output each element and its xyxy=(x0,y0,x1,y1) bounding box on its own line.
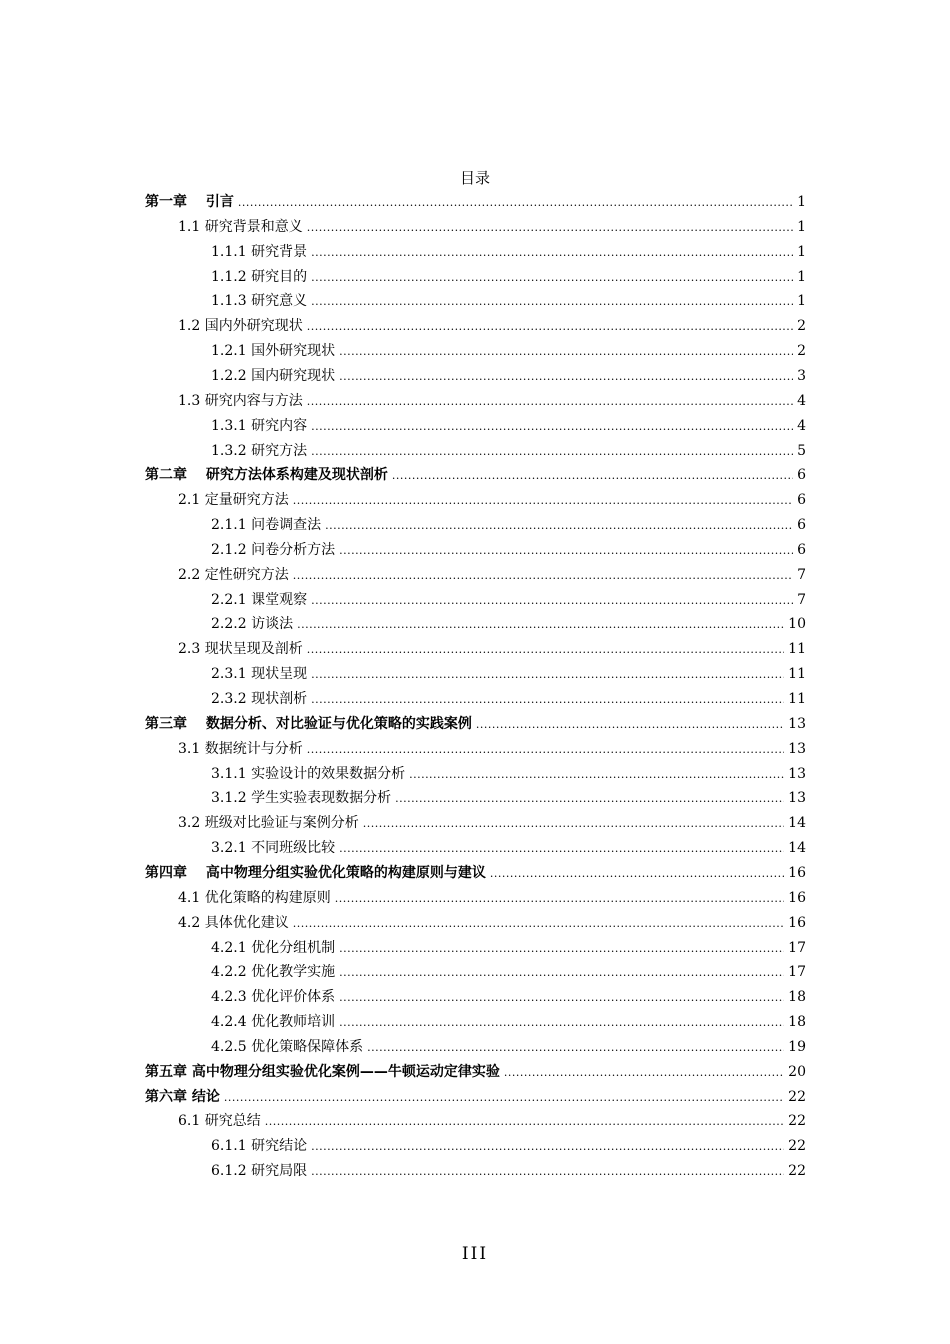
toc-entry-page: 17 xyxy=(788,939,806,956)
toc-entry-label: 3.2.1 不同班级比较 xyxy=(211,840,336,857)
toc-chapter-entry[interactable] xyxy=(145,1060,806,1084)
toc-leader-dots xyxy=(311,687,784,712)
toc-entry-label: 3.1 数据统计与分析 xyxy=(178,740,303,757)
toc-entry-page: 11 xyxy=(788,641,806,658)
toc-entry-page: 13 xyxy=(788,790,806,807)
toc-entry-page: 1 xyxy=(797,293,806,310)
toc-leader-dots xyxy=(307,389,793,414)
toc-leader-dots xyxy=(307,637,784,662)
toc-leader-dots xyxy=(238,190,793,215)
toc-leader-dots xyxy=(476,712,784,737)
toc-entry-page: 19 xyxy=(788,1038,806,1055)
toc-entry[interactable] xyxy=(211,588,806,612)
toc-leader-dots xyxy=(311,1134,784,1159)
toc-chapter-entry[interactable] xyxy=(145,1085,806,1109)
toc-entry-page: 18 xyxy=(788,1014,806,1031)
toc-entry[interactable] xyxy=(178,563,806,587)
toc-entry[interactable] xyxy=(211,662,806,686)
toc-entry-label: 4.2.3 优化评价体系 xyxy=(211,989,336,1006)
toc-entry[interactable] xyxy=(211,538,806,562)
toc-leader-dots xyxy=(339,985,784,1010)
toc-entry-page: 6 xyxy=(797,467,806,484)
toc-entry[interactable] xyxy=(178,215,806,239)
toc-entry-label: 2.3 现状呈现及剖析 xyxy=(178,641,303,658)
toc-entry[interactable] xyxy=(178,911,806,935)
toc-entry[interactable] xyxy=(211,265,806,289)
toc-entry-label: 4.2.2 优化教学实施 xyxy=(211,964,336,981)
toc-entry[interactable] xyxy=(211,1134,806,1158)
toc-entry-label: 2.2.2 访谈法 xyxy=(211,616,294,633)
toc-entry-label: 1.1.1 研究背景 xyxy=(211,243,308,260)
toc-entry-page: 1 xyxy=(797,218,806,235)
toc-entry-page: 22 xyxy=(788,1163,806,1180)
toc-leader-dots xyxy=(504,1060,784,1085)
toc-entry[interactable] xyxy=(211,836,806,860)
toc-entry-label: 6.1.2 研究局限 xyxy=(211,1163,308,1180)
toc-entry-label: 6.1 研究总结 xyxy=(178,1113,261,1130)
toc-chapter-entry[interactable] xyxy=(145,712,806,736)
toc-entry[interactable] xyxy=(178,811,806,835)
toc-leader-dots xyxy=(392,463,793,488)
toc-entry[interactable] xyxy=(178,389,806,413)
toc-leader-dots xyxy=(339,1010,784,1035)
toc-entry-page: 5 xyxy=(797,442,806,459)
toc-entry-label: 第六章 结论 xyxy=(145,1088,220,1105)
toc-entry-page: 14 xyxy=(788,815,806,832)
toc-entry-page: 16 xyxy=(788,864,806,881)
toc-entry-page: 4 xyxy=(797,392,806,409)
toc-entry-label: 1.2.2 国内研究现状 xyxy=(211,367,336,384)
toc-entry-label: 第五章 高中物理分组实验优化案例——牛顿运动定律实验 xyxy=(145,1063,500,1080)
toc-entry-label: 4.2.5 优化策略保障体系 xyxy=(211,1038,364,1055)
toc-entry-page: 1 xyxy=(797,243,806,260)
toc-entry[interactable] xyxy=(178,886,806,910)
toc-leader-dots xyxy=(367,1035,784,1060)
toc-chapter-entry[interactable] xyxy=(145,190,806,214)
toc-leader-dots xyxy=(311,662,784,687)
toc-entry-label: 1.2.1 国外研究现状 xyxy=(211,343,336,360)
toc-entry[interactable] xyxy=(211,240,806,264)
toc-entry[interactable] xyxy=(211,439,806,463)
toc-entry-page: 1 xyxy=(797,194,806,210)
toc-entry[interactable] xyxy=(211,762,806,786)
toc-entry-page: 22 xyxy=(788,1138,806,1155)
toc-leader-dots xyxy=(311,414,793,439)
toc-entry-page: 14 xyxy=(788,840,806,857)
toc-entry[interactable] xyxy=(211,612,806,636)
toc-entry-label: 6.1.1 研究结论 xyxy=(211,1138,308,1155)
toc-entry-label: 第三章 数据分析、对比验证与优化策略的实践案例 xyxy=(145,715,472,732)
toc-entry-page: 7 xyxy=(797,591,806,608)
toc-title: 目录 xyxy=(459,169,490,187)
toc-entry-label: 2.1 定量研究方法 xyxy=(178,492,289,509)
toc-entry-page: 6 xyxy=(797,492,806,509)
toc-chapter-entry[interactable] xyxy=(145,463,806,487)
toc-entry-label: 4.2.1 优化分组机制 xyxy=(211,939,336,956)
toc-leader-dots xyxy=(311,265,793,290)
toc-entry-page: 16 xyxy=(788,889,806,906)
toc-entry[interactable] xyxy=(178,488,806,512)
toc-entry-label: 2.1.1 问卷调查法 xyxy=(211,517,322,534)
toc-entry-page: 16 xyxy=(788,914,806,931)
toc-leader-dots xyxy=(293,911,784,936)
toc-entry-page: 13 xyxy=(788,765,806,782)
toc-entry[interactable] xyxy=(211,513,806,537)
toc-entry-page: 4 xyxy=(797,417,806,434)
toc-leader-dots xyxy=(265,1109,784,1134)
toc-leader-dots xyxy=(409,762,784,787)
toc-entry-page: 13 xyxy=(788,740,806,757)
toc-entry-label: 3.2 班级对比验证与案例分析 xyxy=(178,815,359,832)
toc-entry-label: 1.3.1 研究内容 xyxy=(211,417,308,434)
toc-leader-dots xyxy=(311,289,793,314)
toc-leader-dots xyxy=(311,1159,784,1184)
toc-entry-page: 22 xyxy=(788,1088,806,1105)
toc-entry-label: 4.2 具体优化建议 xyxy=(178,914,289,931)
toc-leader-dots xyxy=(339,364,793,389)
toc-entry[interactable] xyxy=(211,786,806,810)
toc-entry-label: 2.1.2 问卷分析方法 xyxy=(211,541,336,558)
toc-entry-label: 4.2.4 优化教师培训 xyxy=(211,1014,336,1031)
toc-entry-page: 11 xyxy=(788,691,806,707)
toc-leader-dots xyxy=(307,314,793,339)
toc-leader-dots xyxy=(224,1085,784,1110)
toc-entry-label: 第一章 引言 xyxy=(145,194,234,210)
toc-entry-page: 13 xyxy=(788,715,806,732)
toc-entry-label: 3.1.2 学生实验表现数据分析 xyxy=(211,790,392,807)
toc-leader-dots xyxy=(490,861,784,886)
toc-entry[interactable] xyxy=(211,985,806,1009)
toc-leader-dots xyxy=(311,240,793,265)
toc-entry-page: 11 xyxy=(788,666,806,683)
toc-entry-label: 2.2.1 课堂观察 xyxy=(211,591,308,608)
toc-leader-dots xyxy=(311,588,793,613)
toc-entry-label: 4.1 优化策略的构建原则 xyxy=(178,889,331,906)
toc-entry-page: 22 xyxy=(788,1113,806,1130)
toc-leader-dots xyxy=(339,960,784,985)
toc-entry[interactable] xyxy=(211,364,806,388)
toc-leader-dots xyxy=(339,936,784,961)
toc-entry[interactable] xyxy=(211,1010,806,1034)
toc-entry[interactable] xyxy=(211,687,806,711)
toc-entry[interactable] xyxy=(178,737,806,761)
toc-entry-page: 7 xyxy=(797,566,806,583)
toc-entry-page: 18 xyxy=(788,989,806,1006)
toc-entry-page: 17 xyxy=(788,964,806,981)
toc-leader-dots xyxy=(339,538,793,563)
toc-entry-label: 第二章 研究方法体系构建及现状剖析 xyxy=(145,467,388,484)
toc-entry[interactable] xyxy=(211,414,806,438)
toc-chapter-entry[interactable] xyxy=(145,861,806,885)
toc-entry[interactable] xyxy=(178,637,806,661)
toc-entry-page: 6 xyxy=(797,517,806,534)
toc-entry-page: 10 xyxy=(788,616,806,633)
toc-entry-label: 3.1.1 实验设计的效果数据分析 xyxy=(211,765,406,782)
toc-leader-dots xyxy=(307,215,793,240)
toc-entry-label: 2.3.1 现状呈现 xyxy=(211,666,308,683)
toc-entry[interactable] xyxy=(211,1035,806,1059)
toc-entry-page: 1 xyxy=(797,268,806,285)
toc-entry-label: 2.3.2 现状剖析 xyxy=(211,691,308,707)
toc-entry-page: 6 xyxy=(797,541,806,558)
toc-leader-dots xyxy=(363,811,784,836)
toc-leader-dots xyxy=(395,786,784,811)
toc-entry-label: 1.3 研究内容与方法 xyxy=(178,392,303,409)
toc-entry[interactable] xyxy=(211,1159,806,1183)
toc-entry-label: 1.1.2 研究目的 xyxy=(211,268,308,285)
page-number: III xyxy=(461,1244,489,1264)
toc-entry[interactable] xyxy=(178,1109,806,1133)
toc-entry-page: 2 xyxy=(797,343,806,360)
toc-leader-dots xyxy=(339,836,784,861)
toc-entry[interactable] xyxy=(211,289,806,313)
toc-leader-dots xyxy=(325,513,793,538)
toc-entry-label: 1.1 研究背景和意义 xyxy=(178,218,303,235)
toc-entry[interactable] xyxy=(211,339,806,363)
toc-entry[interactable] xyxy=(211,960,806,984)
toc-entry-label: 第四章 高中物理分组实验优化策略的构建原则与建议 xyxy=(145,864,486,881)
toc-leader-dots xyxy=(297,612,784,637)
toc-entry[interactable] xyxy=(211,936,806,960)
toc-entry-page: 2 xyxy=(797,318,806,335)
toc-entry-label: 2.2 定性研究方法 xyxy=(178,566,289,583)
toc-leader-dots xyxy=(335,886,784,911)
toc-entry-label: 1.1.3 研究意义 xyxy=(211,293,308,310)
toc-leader-dots xyxy=(293,488,793,513)
toc-leader-dots xyxy=(339,339,793,364)
toc-leader-dots xyxy=(307,737,784,762)
toc-entry-label: 1.3.2 研究方法 xyxy=(211,442,308,459)
toc-entry[interactable] xyxy=(178,314,806,338)
toc-leader-dots xyxy=(311,439,793,464)
toc-entry-page: 20 xyxy=(788,1063,806,1080)
toc-leader-dots xyxy=(293,563,793,588)
toc-entry-label: 1.2 国内外研究现状 xyxy=(178,318,303,335)
toc-entry-page: 3 xyxy=(797,367,806,384)
